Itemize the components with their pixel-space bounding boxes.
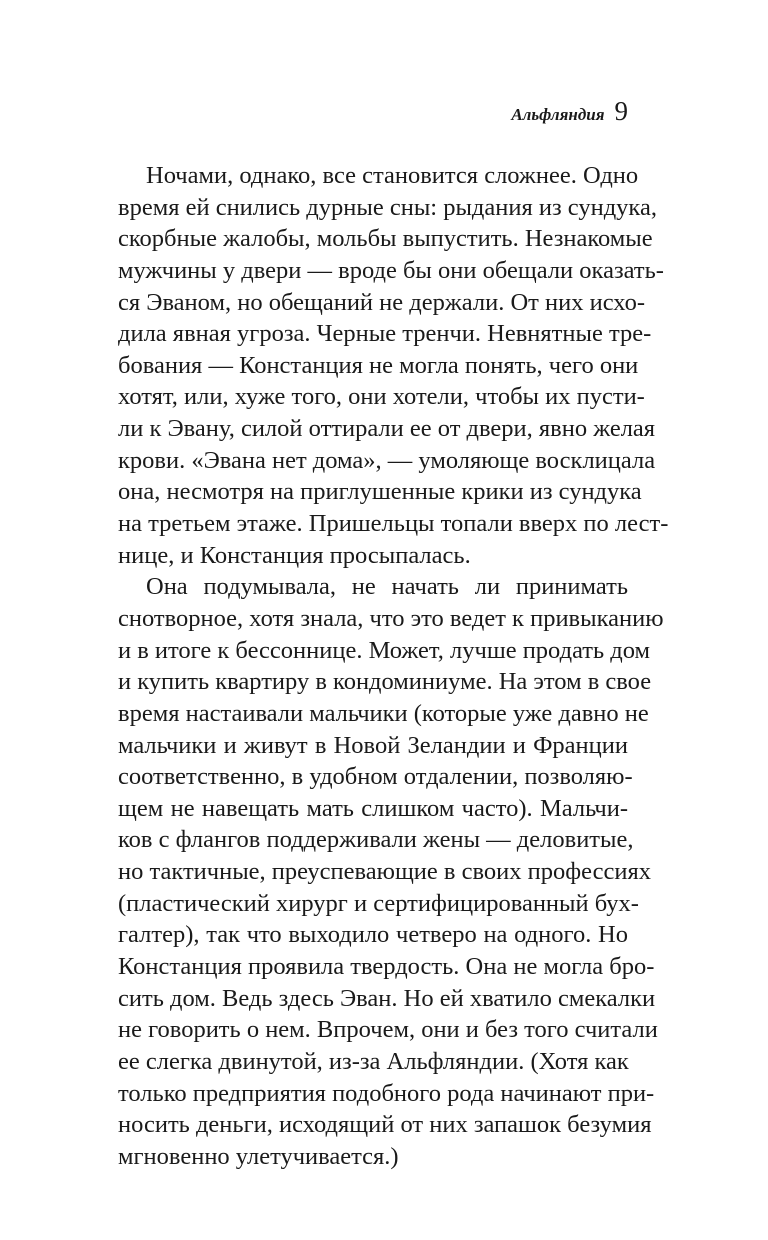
paragraph-2-line-13: Констанция проявила твердость. Она не могла бро- bbox=[118, 953, 655, 981]
paragraph-1-line-11: она, несмотря на приглушенные крики из сундука bbox=[118, 478, 642, 506]
paragraph-1-line-1: Ночами, однако, все становится сложнее. Одно bbox=[146, 162, 639, 189]
paragraph-2-line-10: но тактичные, преуспевающие в своих профессиях bbox=[118, 858, 651, 886]
paragraph-2-line-15: не говорить о нем. Впрочем, они и без того считали bbox=[118, 1016, 658, 1044]
paragraph-2-line-8: щем не навещать мать слишком часто). Мальчи- bbox=[118, 794, 628, 822]
paragraph-1-line-12: на третьем этаже. Пришельцы топали вверх по лест- bbox=[118, 510, 669, 538]
paragraph-1-line-9: ли к Эвану, силой оттирали ее от двери, явно желая bbox=[118, 415, 656, 443]
paragraph-1-line-6: дила явная угроза. Черные тренчи. Невнятные тре- bbox=[118, 320, 652, 348]
paragraph-2-line-14: сить дом. Ведь здесь Эван. Но ей хватило смекалки bbox=[118, 984, 656, 1012]
paragraph-2-line-5: время настаивали мальчики (которые уже давно не bbox=[118, 699, 649, 727]
paragraph-2-line-2: снотворное, хотя знала, что это ведет к привыканию bbox=[118, 604, 664, 632]
paragraph-2-line-11: (пластический хирург и сертифицированный бух- bbox=[118, 889, 639, 917]
running-title: Альфляндия bbox=[511, 105, 605, 124]
paragraph-2-line-18: носить деньги, исходящий от них запашок безумия bbox=[118, 1111, 652, 1139]
paragraph-1-line-4: мужчины у двери — вроде бы они обещали оказать- bbox=[118, 256, 664, 284]
paragraph-1-line-10: крови. «Эвана нет дома», — умоляюще восклицала bbox=[118, 446, 656, 474]
paragraph-2-line-12: галтер), так что выходило четверо на одного. Но bbox=[118, 921, 628, 949]
paragraph-2-line-6: мальчики и живут в Новой Зеландии и Франции bbox=[118, 731, 628, 759]
paragraph-1-line-7: бования — Констанция не могла понять, чего они bbox=[118, 351, 639, 379]
page-number: 9 bbox=[614, 96, 628, 126]
body-text bbox=[118, 160, 669, 1173]
paragraph-2-line-3: и в итоге к бессоннице. Может, лучше продать дом bbox=[118, 636, 651, 664]
paragraph-2-line-9: ков с флангов поддерживали жены — деловитые, bbox=[118, 826, 634, 854]
paragraph-1-line-8: хотят, или, хуже того, они хотели, чтобы их пусти- bbox=[118, 383, 645, 411]
paragraph-1-line-2: время ей снились дурные сны: рыдания из сундука, bbox=[118, 193, 657, 221]
paragraph-2-line-1: Она подумывала, не начать ли принимать bbox=[146, 573, 628, 601]
paragraph-2-line-7: соответственно, в удобном отдалении, позволяю- bbox=[118, 763, 633, 791]
paragraph-2-line-17: только предприятия подобного рода начинают при- bbox=[118, 1079, 655, 1107]
paragraph-2-line-4: и купить квартиру в кондоминиуме. На этом в свое bbox=[118, 668, 652, 696]
paragraph-1-line-5: ся Эваном, но обещаний не держали. От них исхо- bbox=[118, 288, 645, 316]
paragraph-1-line-3: скорбные жалобы, мольбы выпустить. Незнакомые bbox=[118, 225, 653, 253]
paragraph-2-line-16: ее слегка двинутой, из-за Альфляндии. (Хотя как bbox=[118, 1047, 629, 1075]
paragraph-2-line-19: мгновенно улетучивается.) bbox=[118, 1142, 399, 1170]
paragraph-1-line-13: нице, и Констанция просыпалась. bbox=[118, 541, 471, 569]
running-head bbox=[511, 96, 628, 127]
